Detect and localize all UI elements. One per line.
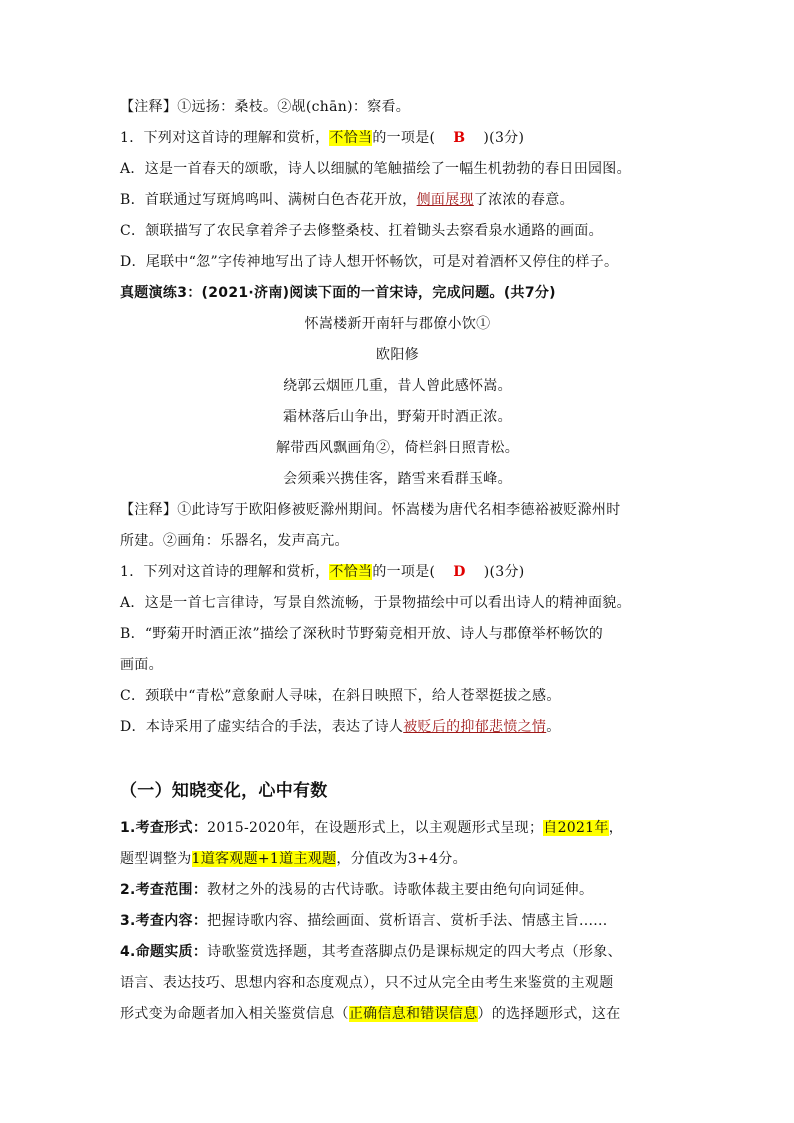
q3-heading: 真题演练3：(2021·济南)阅读下面的一首宋诗，完成问题。(共7分) xyxy=(120,285,556,301)
section-point-1-cont: 题型调整为1道客观题+1道主观题，分值改为3+4分。 xyxy=(120,851,467,867)
section-point-4: 4.命题实质：诗歌鉴赏选择题，其考查落脚点仍是课标规定的四大考点（形象、 xyxy=(120,944,622,960)
section-point-2: 2.考查范围：教材之外的浅易的古代诗歌。诗歌体裁主要由绝句向词延伸。 xyxy=(120,882,594,898)
poem-title: 怀嵩楼新开南轩与郡僚小饮① xyxy=(304,316,491,332)
q3-note-line: 所建。②画角：乐器名，发声高亢。 xyxy=(120,533,349,549)
underlined-text: 侧面展现 xyxy=(416,192,474,208)
q2-option-d: D．尾联中“忽”字传神地写出了诗人想开怀畅饮，可是对着酒杯又停住的样子。 xyxy=(120,254,619,270)
poem-line: 会须乘兴携佳客，踏雪来看群玉峰。 xyxy=(283,471,512,487)
section-point-1: 1.考查形式：2015-2020年，在设题形式上，以主观题形式呈现；自2021年， xyxy=(120,820,624,836)
poem-author: 欧阳修 xyxy=(376,347,419,363)
highlight-text: 不恰当 xyxy=(329,564,373,580)
answer-mark: D xyxy=(453,564,466,580)
highlight-text: 不恰当 xyxy=(329,130,373,146)
poem-line: 解带西风飘画角②，倚栏斜日照青松。 xyxy=(275,440,520,456)
answer-mark: B xyxy=(453,130,466,146)
section-point-3: 3.考查内容：把握诗歌内容、描绘画面、赏析语言、赏析手法、情感主旨...... xyxy=(120,913,608,929)
underlined-text: 被贬后的抑郁悲愤之情 xyxy=(403,719,547,735)
q3-option-b-cont: 画面。 xyxy=(120,657,163,673)
highlight-text: 自2021年 xyxy=(543,820,609,836)
q3-option-b: B．“野菊开时酒正浓”描绘了深秋时节野菊竞相开放、诗人与郡僚举杯畅饮的 xyxy=(120,626,604,642)
poem-line: 绕郭云烟匝几重，昔人曾此感怀嵩。 xyxy=(283,378,512,394)
q3-note-line: 【注释】①此诗写于欧阳修被贬滁州期间。怀嵩楼为唐代名相李德裕被贬滁州时 xyxy=(120,502,621,518)
q3-option-d: D．本诗采用了虚实结合的手法，表达了诗人被贬后的抑郁悲愤之情。 xyxy=(120,719,561,735)
section-point-4-cont: 形式变为命题者加入相关鉴赏信息（正确信息和错误信息）的选择题形式，这在 xyxy=(120,1006,621,1022)
section-title: （一）知晓变化，心中有数 xyxy=(120,781,328,801)
q3-question: 1．下列对这首诗的理解和赏析，不恰当的一项是( D )(3分) xyxy=(120,564,525,580)
poem-line: 霜林落后山争出，野菊开时酒正浓。 xyxy=(283,409,512,425)
section-point-4-cont: 语言、表达技巧、思想内容和态度观点），只不过从完全由考生来鉴赏的主观题 xyxy=(120,975,614,991)
q2-option-b: B．首联通过写斑鸠鸣叫、满树白色杏花开放，侧面展现了浓浓的春意。 xyxy=(120,192,574,208)
q3-option-c: C．颈联中“青松”意象耐人寻味，在斜日映照下，给人苍翠挺拔之感。 xyxy=(120,688,561,704)
highlight-text: 1道客观题+1道主观题 xyxy=(191,851,337,867)
q3-option-a: A．这是一首七言律诗，写景自然流畅，于景物描绘中可以看出诗人的精神面貌。 xyxy=(120,595,631,611)
q2-option-a: A．这是一首春天的颂歌，诗人以细腻的笔触描绘了一幅生机勃勃的春日田园图。 xyxy=(120,161,631,177)
highlight-text: 正确信息和错误信息 xyxy=(348,1006,478,1022)
q2-question: 1．下列对这首诗的理解和赏析，不恰当的一项是( B )(3分) xyxy=(120,130,525,146)
q2-note: 【注释】①远扬：桑枝。②觇(chān)：察看。 xyxy=(120,99,411,115)
q2-option-c: C．颔联描写了农民拿着斧子去修整桑枝、扛着锄头去察看泉水通路的画面。 xyxy=(120,223,603,239)
